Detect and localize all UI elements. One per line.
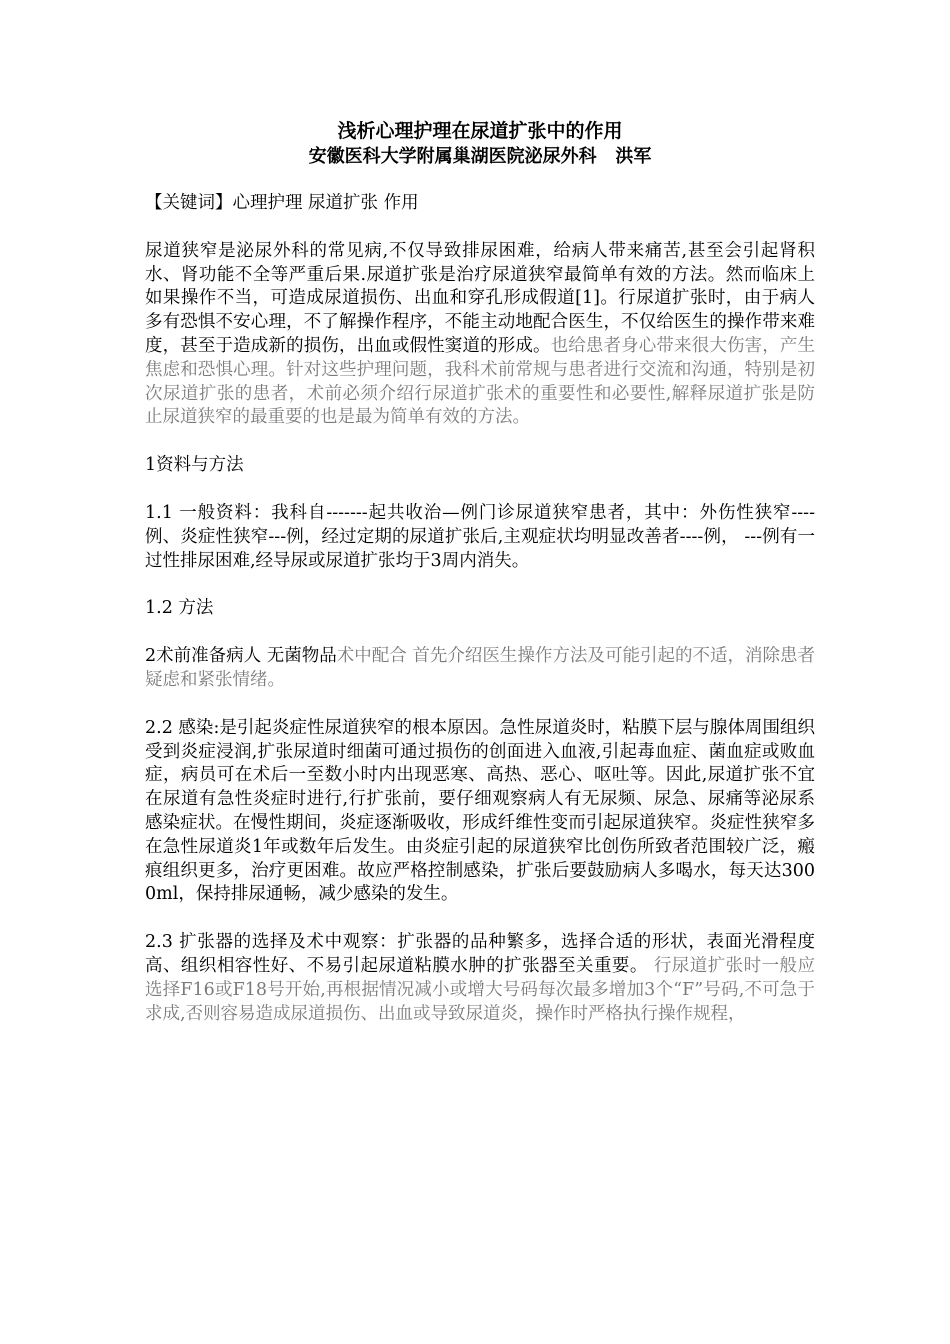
section-2-text-grey: 术中配合 首先介绍医生操作方法及可能引起的不适，消除患者疑虑和紧张情绪。 bbox=[145, 646, 816, 690]
section-2-2-paragraph: 2.2 感染:是引起炎症性尿道狭窄的根本原因。急性尿道炎时，粘膜下层与腺体周围组织受到炎症浸润,扩张尿道时细菌可通过损伤的创面进入血液,引起毒血症、菌血症或败血症，病员可在术后一至数小时内出现恶寒、高热、恶心、呕吐等。因此,尿道扩张不宜在尿道有急性炎症时进行,行扩张前，要仔细观察病人有无尿频、尿急、尿痛等泌尿系感染症状。在慢性期间，炎症逐渐吸收，形成纤维性变而引起尿道狭窄。炎症性狭窄多在急性尿道炎1年或数年后发生。由炎症引起的尿道狭窄比创伤所致者范围较广泛，瘢痕组织更多，治疗更困难。故应严格控制感染，扩张后要鼓励病人多喝水，每天达3000ml，保持排尿通畅，减少感染的发生。 bbox=[145, 717, 815, 905]
intro-text-grey: 也给患者身心带来很大伤害，产生焦虑和恐惧心理。针对这些护理问题，我科术前常规与患者进行交流和沟通，特别是初次尿道扩张的患者，术前必须介绍行尿道扩张术的重要性和必要性,解释尿道扩张是防止尿道狭窄的最重要的也是最为简单有效的方法。 bbox=[145, 335, 816, 428]
section-1-heading: 1资料与方法 bbox=[145, 455, 244, 476]
section-2-3-text-grey: 行尿道扩张时一般应选择F16或F18号开始,再根据情况减小或增大号码每次最多增加3个“F”号码,不可急于求成,否则容易造成尿道损伤、出血或导致尿道炎，操作时严格执行操作规程， bbox=[145, 955, 816, 1024]
author-affiliation: 安徽医科大学附属巢湖医院泌尿外科 洪军 bbox=[308, 146, 652, 167]
intro-paragraph bbox=[145, 240, 815, 430]
keywords-line: 【关键词】心理护理 尿道扩张 作用 bbox=[145, 193, 419, 213]
document-title: 浅析心理护理在尿道扩张中的作用 bbox=[337, 120, 623, 142]
section-1-2-heading: 1.2 方法 bbox=[145, 598, 214, 619]
section-2-paragraph bbox=[145, 645, 815, 693]
section-1-1-paragraph: 1.1 一般资料：我科自-------起共收治—例门诊尿道狭窄患者，其中：外伤性狭窄----例、炎症性狭窄---例，经过定期的尿道扩张后,主观症状均明显改善者----例， ---例有一过性排尿困难,经导尿或尿道扩张均于3周内消失。 bbox=[145, 502, 815, 571]
section-2-text: 2术前准备病人 无菌物品 bbox=[145, 646, 337, 667]
document-page bbox=[145, 118, 815, 1050]
intro-text: 尿道狭窄是泌尿外科的常见病,不仅导致排尿困难，给病人带来痛苦,甚至会引起肾积水、肾功能不全等严重后果.尿道扩张是治疗尿道狭窄最简单有效的方法。然而临床上如果操作不当，可造成尿道损伤、出血和穿孔形成假道[1]。行尿道扩张时，由于病人多有恐惧不安心理，不了解操作程序，不能主动地配合医生，不仅给医生的操作带来难度，甚至于造成新的损伤，出血或假性窦道的形成。 bbox=[145, 240, 815, 356]
section-2-3-text: 2.3 扩张器的选择及术中观察：扩张器的品种繁多，选择合适的形状，表面光滑程度高、组织相容性好、不易引起尿道粘膜水肿的扩张器至关重要。 bbox=[145, 932, 815, 976]
section-2-3-paragraph bbox=[145, 931, 815, 1026]
